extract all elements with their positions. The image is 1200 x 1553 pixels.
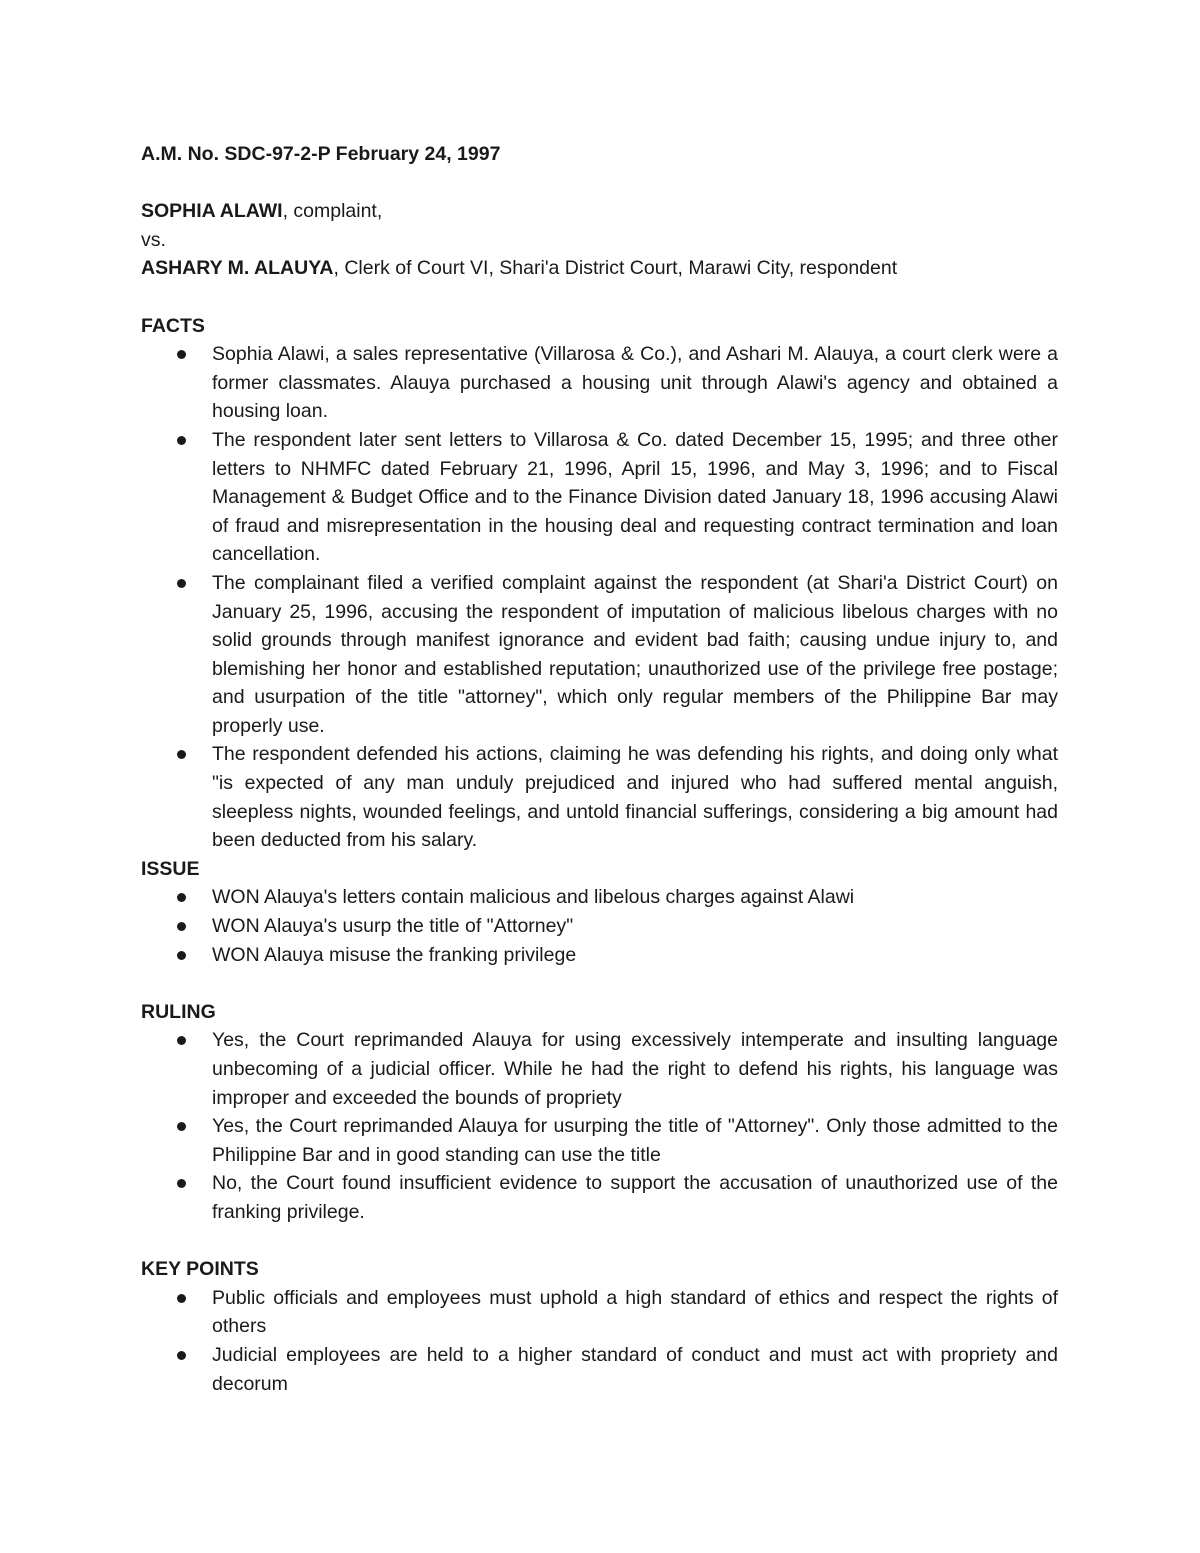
bullet-icon <box>177 1351 186 1360</box>
issue-heading: ISSUE <box>141 857 200 880</box>
respondent-role: , Clerk of Court VI, Shari'a District Court, Marawi City, respondent <box>333 257 898 280</box>
spacer <box>141 1227 1058 1256</box>
complainant-name: SOPHIA ALAWI <box>141 200 283 223</box>
issue-item <box>141 941 1058 970</box>
document-page <box>141 140 1058 1398</box>
bullet-icon <box>177 1294 186 1303</box>
bullet-icon <box>177 436 186 445</box>
ruling-list <box>141 1026 1058 1226</box>
facts-item-text: Sophia Alawi, a sales representative (Villarosa & Co.), and Ashari M. Alauya, a court clerk were a former classmates. Alauya purchased a housing unit through Alawi's agency and obtained a housing loan. <box>212 343 1058 423</box>
respondent-name: ASHARY M. ALAUYA <box>141 257 334 280</box>
respondent-line <box>141 254 1058 283</box>
complainant-role: , complaint, <box>282 200 383 223</box>
bullet-icon <box>177 951 186 960</box>
versus-line: vs. <box>141 228 166 251</box>
ruling-item-text: Yes, the Court reprimanded Alauya for using excessively intemperate and insulting language unbecoming of a judicial officer. While he had the right to defend his rights, his language was improper and exceeded the bounds of propriety <box>212 1029 1058 1109</box>
key-point-text: Judicial employees are held to a higher standard of conduct and must act with propriety and decorum <box>212 1343 1058 1395</box>
ruling-item <box>141 1112 1058 1169</box>
ruling-item-text: No, the Court found insufficient evidence to support the accusation of unauthorized use of the franking privilege. <box>212 1172 1058 1223</box>
ruling-item-text: Yes, the Court reprimanded Alauya for usurping the title of "Attorney". Only those admitted to the Philippine Bar and in good standing can use the title <box>212 1115 1058 1166</box>
complainant-line <box>141 197 1058 226</box>
issue-item <box>141 883 1058 912</box>
ruling-item <box>141 1026 1058 1112</box>
bullet-icon <box>177 922 186 931</box>
facts-item-text: The respondent later sent letters to Villarosa & Co. dated December 15, 1995; and three other letters to NHMFC dated February 21, 1996, April 15, 1996, and May 3, 1996; and to Fiscal Management & Budget Office and to the Finance Division dated January 18, 1996 accusing Alawi of fraud and misrepresentation in the housing deal and requesting contract termination and loan cancellation. <box>212 428 1058 566</box>
bullet-icon <box>177 350 186 359</box>
key-points-heading: KEY POINTS <box>141 1258 259 1281</box>
issue-item <box>141 912 1058 941</box>
key-point-item <box>141 1341 1058 1398</box>
issue-item-text: WON Alauya's letters contain malicious and libelous charges against Alawi <box>212 886 855 909</box>
bullet-icon <box>177 1122 186 1131</box>
ruling-heading: RULING <box>141 1000 216 1023</box>
key-point-item <box>141 1284 1058 1341</box>
bullet-icon <box>177 893 186 902</box>
bullet-icon <box>177 579 186 588</box>
spacer <box>141 169 1058 198</box>
facts-item <box>141 740 1058 854</box>
bullet-icon <box>177 1036 186 1045</box>
facts-item <box>141 569 1058 741</box>
spacer <box>141 969 1058 998</box>
bullet-icon <box>177 750 186 759</box>
issue-list <box>141 883 1058 969</box>
key-points-list <box>141 1284 1058 1398</box>
ruling-item <box>141 1169 1058 1226</box>
facts-item-text: The complainant filed a verified complaint against the respondent (at Shari'a District Court) on January 25, 1996, accusing the respondent of imputation of malicious libelous charges with no solid grounds through manifest ignorance and evident bad faith; causing undue injury to, and blemishing her honor and established reputation; unauthorized use of the privilege free postage; and usurpation of the title "attorney", which only regular members of the Philippine Bar may properly use. <box>212 571 1058 737</box>
facts-item-text: The respondent defended his actions, claiming he was defending his rights, and doing only what "is expected of any man unduly prejudiced and injured who had suffered mental anguish, sleepless nights, wounded feelings, and untold financial sufferings, considering a big amount had been deducted from his salary. <box>212 743 1058 852</box>
spacer <box>141 283 1058 312</box>
facts-item <box>141 426 1058 569</box>
facts-list <box>141 340 1058 855</box>
facts-item <box>141 340 1058 426</box>
issue-item-text: WON Alauya's usurp the title of "Attorney" <box>212 915 574 938</box>
issue-item-text: WON Alauya misuse the franking privilege <box>212 943 577 966</box>
case-title: A.M. No. SDC-97-2-P February 24, 1997 <box>141 143 501 165</box>
key-point-text: Public officials and employees must uphold a high standard of ethics and respect the rights of others <box>212 1286 1058 1338</box>
facts-heading: FACTS <box>141 314 205 337</box>
bullet-icon <box>177 1179 186 1188</box>
